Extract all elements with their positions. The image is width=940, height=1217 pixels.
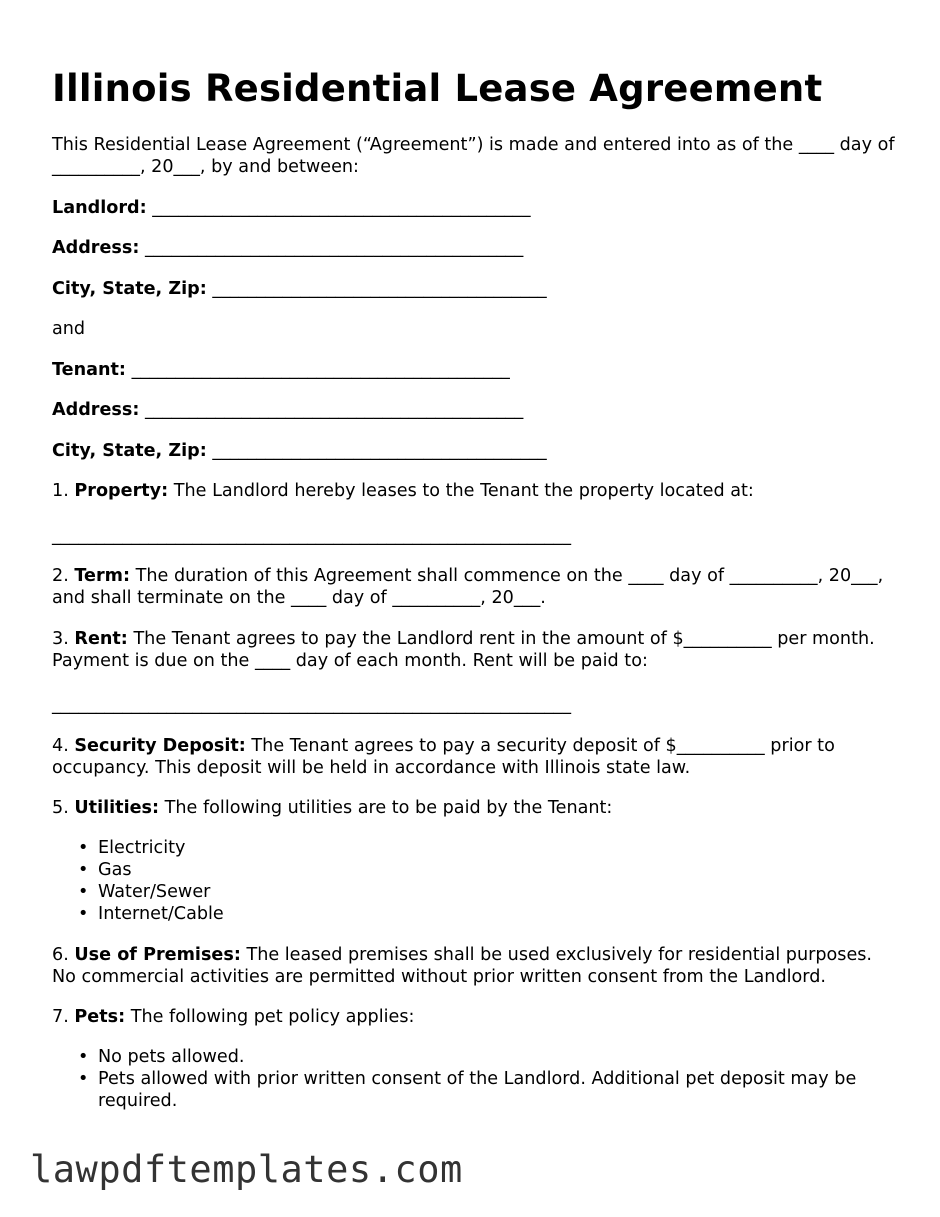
section-text: The Tenant agrees to pay the Landlord rent in the amount of $__________ per month. Payment is due on the ____ day of each month. Rent will be paid to: [52,628,875,671]
tenant-city-label: City, State, Zip: [52,440,207,461]
section-number: 4. [52,735,69,756]
landlord-city-label: City, State, Zip: [52,278,207,299]
list-item: • Water/Sewer [98,881,897,903]
section-deposit [52,735,897,779]
property-address-blank[interactable]: ___________________________________________________________ [52,525,572,546]
section-text: The duration of this Agreement shall commence on the ____ day of __________, 20___, and shall terminate on the ____ day of __________, 20___. [52,566,884,608]
property-address-line [52,521,897,547]
section-heading: Utilities: [74,798,160,818]
section-text: The following pet policy applies: [130,1007,415,1027]
section-heading: Pets: [74,1007,126,1027]
tenant-city-blank[interactable]: ______________________________________ [212,440,547,461]
landlord-name-line [52,197,897,219]
section-rent [52,628,897,672]
lease-document [52,66,897,1131]
section-number: 3. [52,628,69,649]
tenant-city-line [52,440,897,462]
section-heading: Use of Premises: [74,944,241,965]
section-number: 7. [52,1007,69,1027]
landlord-address-line [52,237,897,259]
watermark-footer: lawpdftemplates.com [30,1148,463,1191]
section-property [52,480,897,502]
section-number: 1. [52,481,69,501]
section-term [52,565,897,609]
landlord-address-blank[interactable]: ___________________________________________ [145,238,524,258]
section-number: 5. [52,798,69,818]
list-item: • Pets allowed with prior written consent of the Landlord. Additional pet deposit may be required. [98,1068,897,1112]
conjunction-text: and [52,319,86,339]
section-number: 6. [52,944,69,965]
section-text: The Tenant agrees to pay a security deposit of $__________ prior to occupancy. This deposit will be held in accordance with Illinois state law. [52,735,835,778]
tenant-address-blank[interactable]: ___________________________________________ [145,400,524,420]
section-pets [52,1006,897,1028]
section-heading: Property: [74,481,169,501]
landlord-city-blank[interactable]: ______________________________________ [212,278,547,299]
section-text: The following utilities are to be paid by the Tenant: [164,798,613,818]
tenant-address-label: Address: [52,400,140,420]
section-heading: Rent: [74,628,128,649]
landlord-name-blank[interactable]: ___________________________________________ [152,197,531,218]
utilities-list [52,837,897,925]
rent-payee-blank[interactable]: ___________________________________________________________ [52,695,572,715]
section-heading: Term: [74,566,131,586]
list-item: • Gas [98,859,897,881]
tenant-name-label: Tenant: [52,359,126,380]
rent-payee-line [52,690,897,716]
section-heading: Security Deposit: [74,735,246,756]
tenant-name-blank[interactable]: ___________________________________________ [131,359,510,380]
section-utilities [52,797,897,819]
section-text: The leased premises shall be used exclusively for residential purposes. No commercial activities are permitted without prior written consent from the Landlord. [52,944,873,987]
intro-paragraph: This Residential Lease Agreement (“Agreement”) is made and entered into as of the ____ day of __________, 20___, by and between: [52,135,895,177]
section-number: 2. [52,566,69,586]
tenant-address-line [52,399,897,421]
landlord-name-label: Landlord: [52,197,147,218]
landlord-city-line [52,278,897,300]
list-item: • Electricity [98,837,897,859]
pets-list [52,1046,897,1112]
list-item: • No pets allowed. [98,1046,897,1068]
page-title: Illinois Residential Lease Agreement [52,67,823,110]
section-premises [52,944,897,988]
section-text: The Landlord hereby leases to the Tenant the property located at: [173,481,754,501]
tenant-name-line [52,359,897,381]
list-item: • Internet/Cable [98,903,897,925]
landlord-address-label: Address: [52,238,140,258]
